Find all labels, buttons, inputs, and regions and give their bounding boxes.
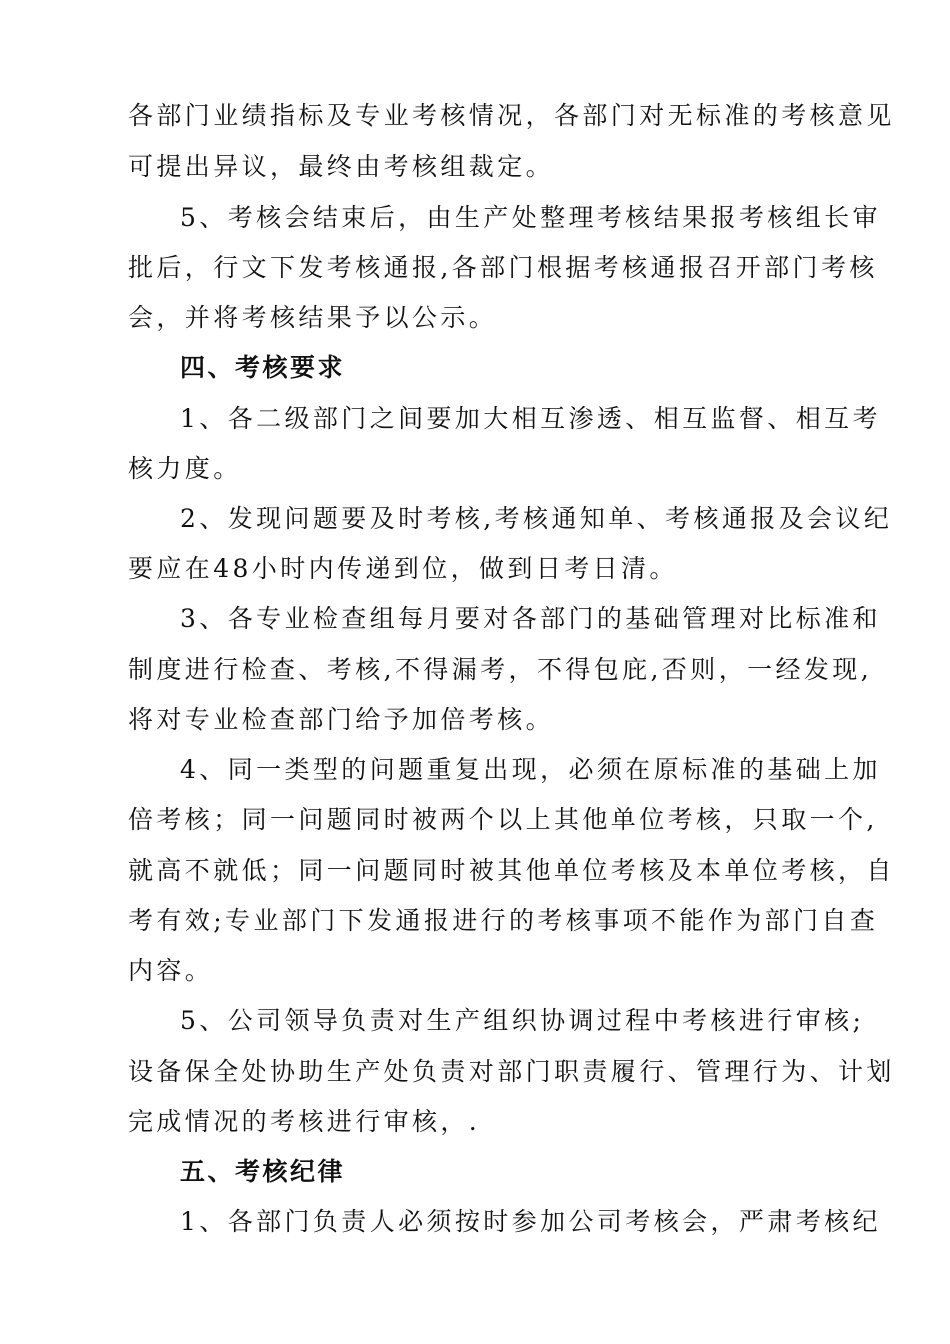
paragraph-line: 3、各专业检查组每月要对各部门的基础管理对比标准和	[180, 604, 881, 633]
paragraph-line: 要应在48小时内传递到位，做到日考日清。	[128, 554, 678, 583]
paragraph-line: 完成情况的考核进行审核，.	[128, 1107, 481, 1136]
paragraph-line: 考有效;专业部门下发通报进行的考核事项不能作为部门自查	[128, 906, 879, 935]
section-heading: 四、考核要求	[180, 353, 346, 382]
paragraph-line: 1、各部门负责人必须按时参加公司考核会，严肃考核纪	[180, 1207, 881, 1236]
paragraph-line: 5、公司领导负责对生产组织协调过程中考核进行审核;	[180, 1006, 865, 1035]
paragraph-line: 1、各二级部门之间要加大相互渗透、相互监督、相互考	[180, 404, 881, 433]
paragraph-line: 制度进行检查、考核,不得漏考，不得包庇,否则，一经发现,	[128, 655, 873, 684]
section-heading: 五、考核纪律	[180, 1157, 346, 1186]
paragraph-line: 核力度。	[128, 454, 242, 483]
paragraph-line: 5、考核会结束后，由生产处整理考核结果报考核组长审	[180, 203, 881, 232]
paragraph-line: 各部门业绩指标及专业考核情况，各部门对无标准的考核意见	[128, 101, 895, 130]
paragraph-line: 倍考核；同一问题同时被两个以上其他单位考核，只取一个,	[128, 805, 878, 834]
paragraph-line: 设备保全处协助生产处负责对部门职责履行、管理行为、计划	[128, 1057, 895, 1086]
paragraph-line: 2、发现问题要及时考核,考核通知单、考核通报及会议纪	[180, 504, 893, 533]
paragraph-line: 就高不就低；同一问题同时被其他单位考核及本单位考核，自	[128, 856, 895, 885]
paragraph-line: 4、同一类型的问题重复出现，必须在原标准的基础上加	[180, 755, 881, 784]
paragraph-line: 可提出异议，最终由考核组裁定。	[128, 152, 555, 181]
paragraph-line: 内容。	[128, 956, 214, 985]
paragraph-line: 批后，行文下发考核通报,各部门根据考核通报召开部门考核	[128, 253, 878, 282]
paragraph-line: 将对专业检查部门给予加倍考核。	[128, 705, 555, 734]
paragraph-line: 会，并将考核结果予以公示。	[128, 303, 498, 332]
